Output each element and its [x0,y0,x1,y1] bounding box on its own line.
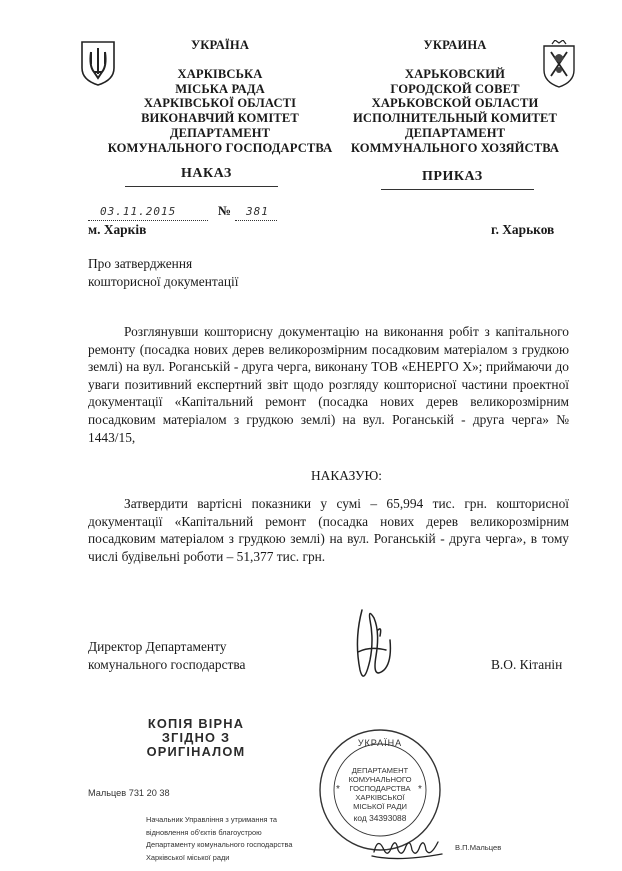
number-underline [235,220,277,221]
header-left-org-line: ВИКОНАВЧИЙ КОМІТЕТ [141,111,299,126]
seal-line: КОМУНАЛЬНОГО [348,775,412,784]
doc-type-ru: ПРИКАЗ [422,169,483,184]
header-right-org-line: ГОРОДСКОЙ СОВЕТ [390,81,520,96]
header-left-org-line: ХАРКІВСЬКА [177,66,263,81]
header-rule-left [125,186,278,187]
header-left-org-line: КОМУНАЛЬНОГО ГОСПОДАРСТВА [107,140,333,155]
signer-position-line: Директор Департаменту [88,639,227,654]
paragraph-1-text: Розглянувши кошторисну документацію на виконання робіт з капітального ремонту (посадка нових дерев великорозмірним посадковим матеріалом з грудкою землі) на вул. Роганській - друга черга, виконану ТОВ «ЕНЕРГО Х»; приймаючи до уваги позитивний експертний звіт щодо розгляду кошторисної частини проектної документації «Капітальний ремонт (посадка нових дерев великорозмірним посадковим матеріалом з грудкою землі) на вул. Роганській - друга черга» № 1443/15, [88,324,569,445]
director-signature [340,600,400,690]
executor-contact: Мальцев 731 20 38 [88,788,170,798]
doc-type-ua: НАКАЗ [181,166,232,181]
certifier-signature [368,828,448,864]
certifier-line: відновлення об'єктів благоустрою [146,827,262,837]
certifier-line: Харківської міської ради [146,852,230,862]
seal-line: ХАРКІВСЬКОЇ [355,793,405,802]
body-paragraph-1 [88,323,569,446]
signer-name: В.О. Кітанін [491,657,563,672]
header-left-org-line: ДЕПАРТАМЕНТ [169,125,271,140]
certifier-line: Департаменту комунального господарства [146,840,293,850]
header-right-org-line: КОММУНАЛЬНОГО ХОЗЯЙСТВА [350,140,560,155]
header-left [95,38,345,156]
header-left-org-line: МІСЬКА РАДА [175,81,265,96]
order-number: 381 [246,205,269,218]
order-word: НАКАЗУЮ: [311,468,382,483]
body-paragraph-2 [88,495,569,565]
svg-text:*: * [336,784,340,795]
certifier-position [146,814,292,864]
signer-position [88,638,245,674]
certifier-line: Начальник Управління з утримання та [146,815,278,824]
seal-line: ДЕПАРТАМЕНТ [351,766,409,775]
certifier-name: В.П.Мальцев [455,843,502,852]
svg-text:*: * [418,784,422,795]
copy-stamp-line: КОПІЯ ВІРНА [147,716,245,731]
header-left-country: УКРАЇНА [190,38,250,52]
header-right-org-line: ДЕПАРТАМЕНТ [404,125,506,140]
header-right-country: УКРАИНА [423,38,487,52]
header-right [345,38,565,156]
subject-line: Про затвердження [88,256,193,271]
order-subject [88,255,238,291]
copy-stamp-line: ЗГІДНО З [161,730,231,745]
date-underline [88,220,208,221]
header-right-org-line: ХАРЬКОВСКОЙ ОБЛАСТИ [371,96,539,111]
header-right-org-line: ИСПОЛНИТЕЛЬНЫЙ КОМИТЕТ [353,111,557,126]
header-rule-right [381,189,534,190]
order-number-label: № [218,203,232,218]
copy-stamp-line: ОРИГІНАЛОМ [146,744,246,759]
order-date: 03.11.2015 [100,205,177,218]
subject-line: кошторисної документації [88,274,239,289]
signer-position-line: комунального господарства [88,657,246,672]
header-right-org-line: ХАРЬКОВСКИЙ [404,66,506,81]
header-left-org-line: ХАРКІВСЬКОЇ ОБЛАСТІ [143,96,297,111]
city-ru: г. Харьков [491,222,555,237]
paragraph-2-text: Затвердити вартісні показники у сумі – 65,994 тис. грн. кошторисної документації «Капітальний ремонт (посадка нових дерев великорозмірним посадковим матеріалом з грудкою землі) на вул. Роганській - друга черга», в тому числі будівельні роботи – 51,377 тис. грн. [88,496,569,564]
seal-code: код 34393088 [353,813,407,823]
seal-line: МІСЬКОЇ РАДИ [353,802,407,811]
seal-arc-text: УКРАЇНА [357,738,403,748]
city-ua: м. Харків [88,222,147,237]
copy-verified-stamp [121,717,271,759]
seal-line: ГОСПОДАРСТВА [349,784,411,793]
